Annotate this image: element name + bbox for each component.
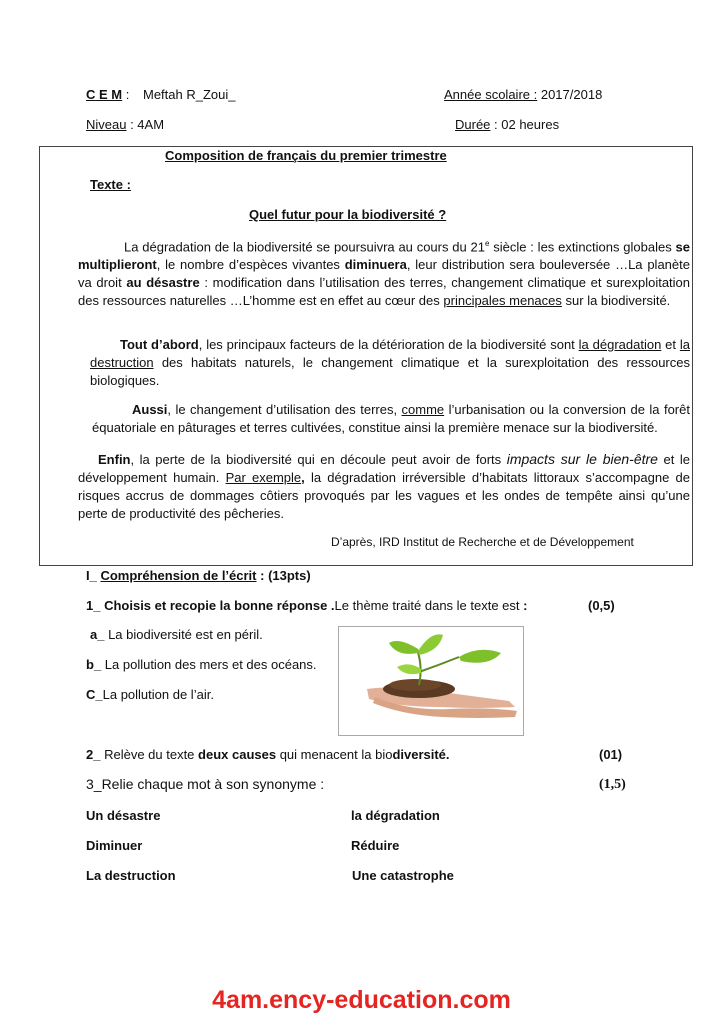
texte-label: Texte : bbox=[90, 177, 131, 192]
duration-value: : 02 heures bbox=[490, 117, 560, 132]
year-value: 2017/2018 bbox=[537, 87, 603, 102]
match-right-2: Réduire bbox=[351, 838, 400, 853]
question-1: 1_ Choisis et recopie la bonne réponse .Le thème traité dans le texte est : bbox=[86, 598, 528, 613]
cem-label: C E M bbox=[86, 87, 123, 102]
level-label: Niveau bbox=[86, 117, 127, 132]
section-heading: I_ Compréhension de l’écrit : (13pts) bbox=[86, 568, 311, 583]
source-credit: D’après, IRD Institut de Recherche et de Développement bbox=[331, 535, 634, 549]
question-3: 3_Relie chaque mot à son synonyme : bbox=[86, 776, 325, 792]
match-left-1: Un désastre bbox=[86, 808, 161, 823]
match-right-1: la dégradation bbox=[351, 808, 440, 823]
question-2: 2_ Relève du texte deux causes qui menacent la biodiversité. bbox=[86, 747, 450, 762]
duration-label: Durée bbox=[455, 117, 491, 132]
question-1-points: (0,5) bbox=[588, 598, 615, 613]
plant-in-hands-image bbox=[338, 626, 524, 736]
cem-value: Meftah R_Zoui_ bbox=[142, 87, 236, 102]
option-a: a_ La biodiversité est en péril. bbox=[90, 627, 263, 642]
text-title: Quel futur pour la biodiversité ? bbox=[249, 207, 447, 222]
question-2-points: (01) bbox=[599, 747, 623, 762]
option-b: b_ La pollution des mers et des océans. bbox=[86, 657, 317, 672]
paragraph-1: La dégradation de la biodiversité se poursuivra au cours du 21e siècle : les extinctions globales se multiplieront, le nombre d’espèces vivantes diminuera, leur distribution sera bouleversée …La planète va droit au désastre : modification dans l’utilisation des terres, changement climatique et surexploitation des ressources naturelles …L’homme est en effet au cœur des principales menaces sur la biodiversité. bbox=[78, 239, 691, 309]
year-label: Année scolaire : bbox=[444, 87, 538, 102]
paragraph-2: Tout d’abord, les principaux facteurs de la détérioration de la biodiversité sont la dégradation et la destruction des habitats naturels, le changement climatique et la surexploitation des ressources biologiques. bbox=[90, 337, 690, 388]
match-left-2: Diminuer bbox=[86, 838, 143, 853]
question-3-points: (1,5) bbox=[599, 777, 626, 792]
level-line bbox=[86, 117, 164, 132]
seedling-icon bbox=[339, 627, 524, 736]
exam-title: Composition de français du premier trimestre bbox=[165, 148, 447, 163]
cem-line: C E M : Meftah R_Zoui_ bbox=[86, 87, 236, 102]
option-c: C_La pollution de l’air. bbox=[86, 687, 214, 702]
paragraph-4: Enfin, la perte de la biodiversité qui en découle peut avoir de forts impacts sur le bien-être et le développement humain. Par exemple, la dégradation irréversible d’habitats littoraux s’accompagne de risques accrus de dommages côtiers provoqués par les vagues et les ondes de tempête ainsi qu’une perte de productivité des pêcheries. bbox=[78, 451, 691, 521]
footer-website[interactable]: 4am.ency-education.com bbox=[212, 986, 511, 1014]
match-left-3: La destruction bbox=[86, 868, 176, 883]
level-value: : 4AM bbox=[126, 117, 165, 132]
duration-line bbox=[455, 117, 559, 132]
paragraph-3: Aussi, le changement d’utilisation des terres, comme l’urbanisation ou la conversion de la forêt équatoriale en pâturages et terres cultivées, constitue ainsi la première menace sur la biodiversité. bbox=[92, 402, 690, 435]
section-title: Compréhension de l’écrit bbox=[100, 568, 257, 583]
school-year bbox=[444, 87, 602, 102]
match-right-3: Une catastrophe bbox=[352, 868, 454, 883]
